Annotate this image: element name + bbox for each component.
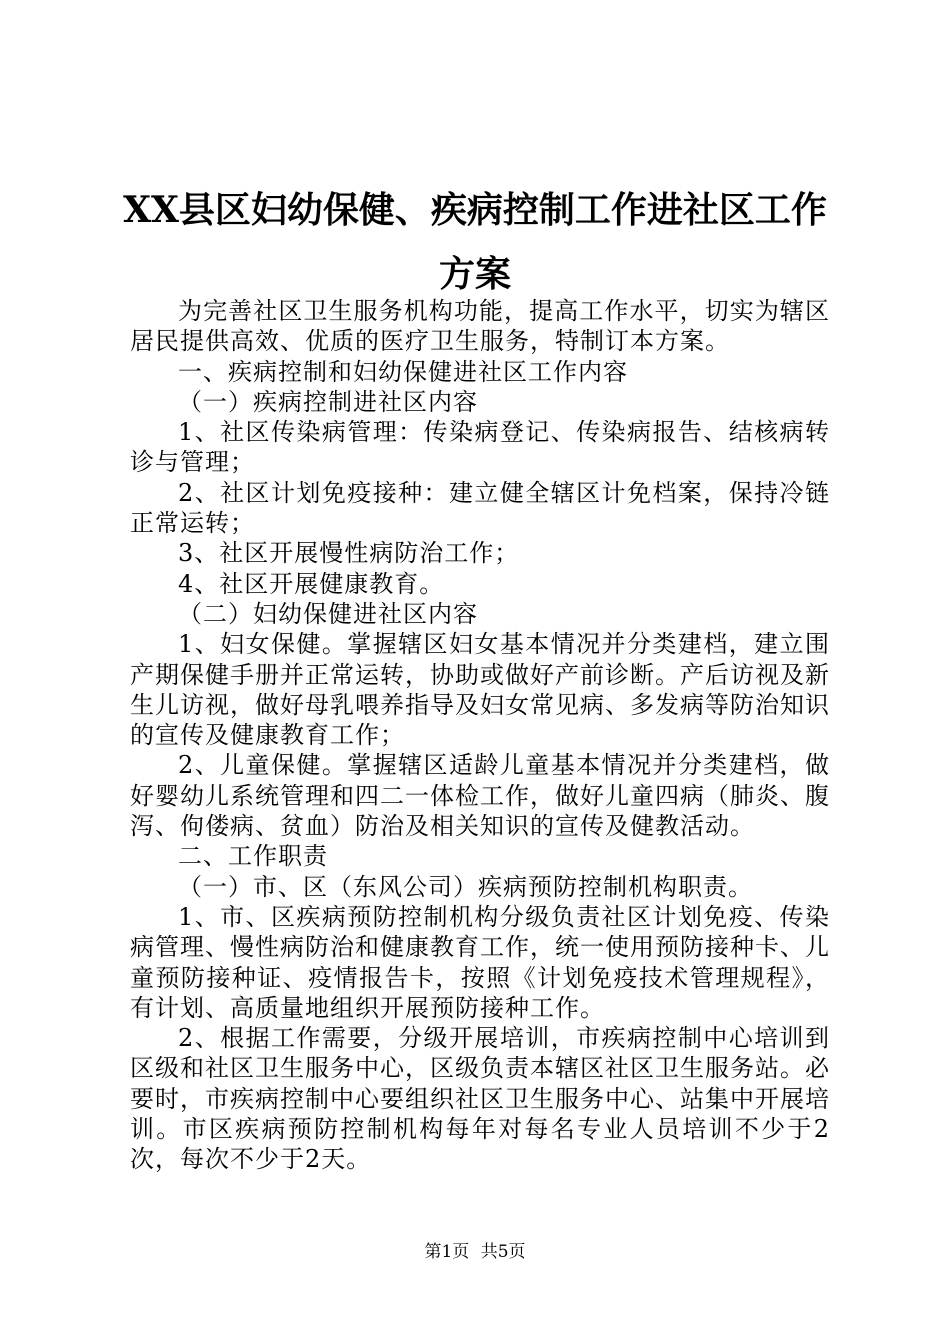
list-item: 4、社区开展健康教育。 [178, 569, 445, 598]
list-item: 2、社区计划免疫接种：建立健全辖区计免档案，保持冷链正常运转； [130, 478, 830, 538]
paragraph-intro: 为完善社区卫生服务机构功能，提高工作水平，切实为辖区居民提供高效、优质的医疗卫生服务，特制订本方案。 [130, 297, 830, 356]
page-number: 第1页 [424, 1242, 470, 1262]
heading-section-1: 一、疾病控制和妇幼保健进社区工作内容 [178, 357, 628, 386]
list-item: 2、根据工作需要，分级开展培训，市疾病控制中心培训到区级和社区卫生服务中心，区级负责本辖区社区卫生服务站。必要时，市疾病控制中心要组织社区卫生服务中心、站集中开展培训。市区疾病预防控制机构每年对每名专业人员培训不少于2次，每次不少于2天。 [130, 1024, 830, 1174]
list-item: 1、社区传染病管理：传染病登记、传染病报告、结核病转诊与管理； [130, 418, 830, 477]
page-total: 共5页 [480, 1242, 526, 1262]
list-item: 3、社区开展慢性病防治工作； [178, 539, 520, 568]
document-title-line-1: XX县区妇幼保健、疾病控制工作进社区工作 [123, 189, 827, 231]
list-item: 1、妇女保健。掌握辖区妇女基本情况并分类建档，建立围产期保健手册并正常运转，协助或做好产前诊断。产后访视及新生儿访视，做好母乳喂养指导及妇女常见病、多发病等防治知识的宣传及健康教育工作； [130, 630, 830, 750]
heading-subsection-1-1: （一）疾病控制进社区内容 [178, 387, 478, 416]
list-item: 2、儿童保健。掌握辖区适龄儿童基本情况并分类建档，做好婴幼儿系统管理和四二一体检工作，做好儿童四病（肺炎、腹泻、佝偻病、贫血）防治及相关知识的宣传及健教活动。 [130, 751, 830, 841]
page-footer [0, 1240, 950, 1264]
heading-subsection-1-2: （二）妇幼保健进社区内容 [178, 599, 478, 628]
document-title-line-2: 方案 [438, 253, 511, 295]
heading-section-2: 二、工作职责 [178, 842, 328, 871]
document-body [130, 296, 830, 1175]
heading-subsection-2-1: （一）市、区（东风公司）疾病预防控制机构职责。 [178, 872, 753, 901]
list-item: 1、市、区疾病预防控制机构分级负责社区计划免疫、传染病管理、慢性病防治和健康教育工作，统一使用预防接种卡、儿童预防接种证、疫情报告卡，按照《计划免疫技术管理规程》，有计划、高质量地组织开展预防接种工作。 [130, 902, 830, 1022]
